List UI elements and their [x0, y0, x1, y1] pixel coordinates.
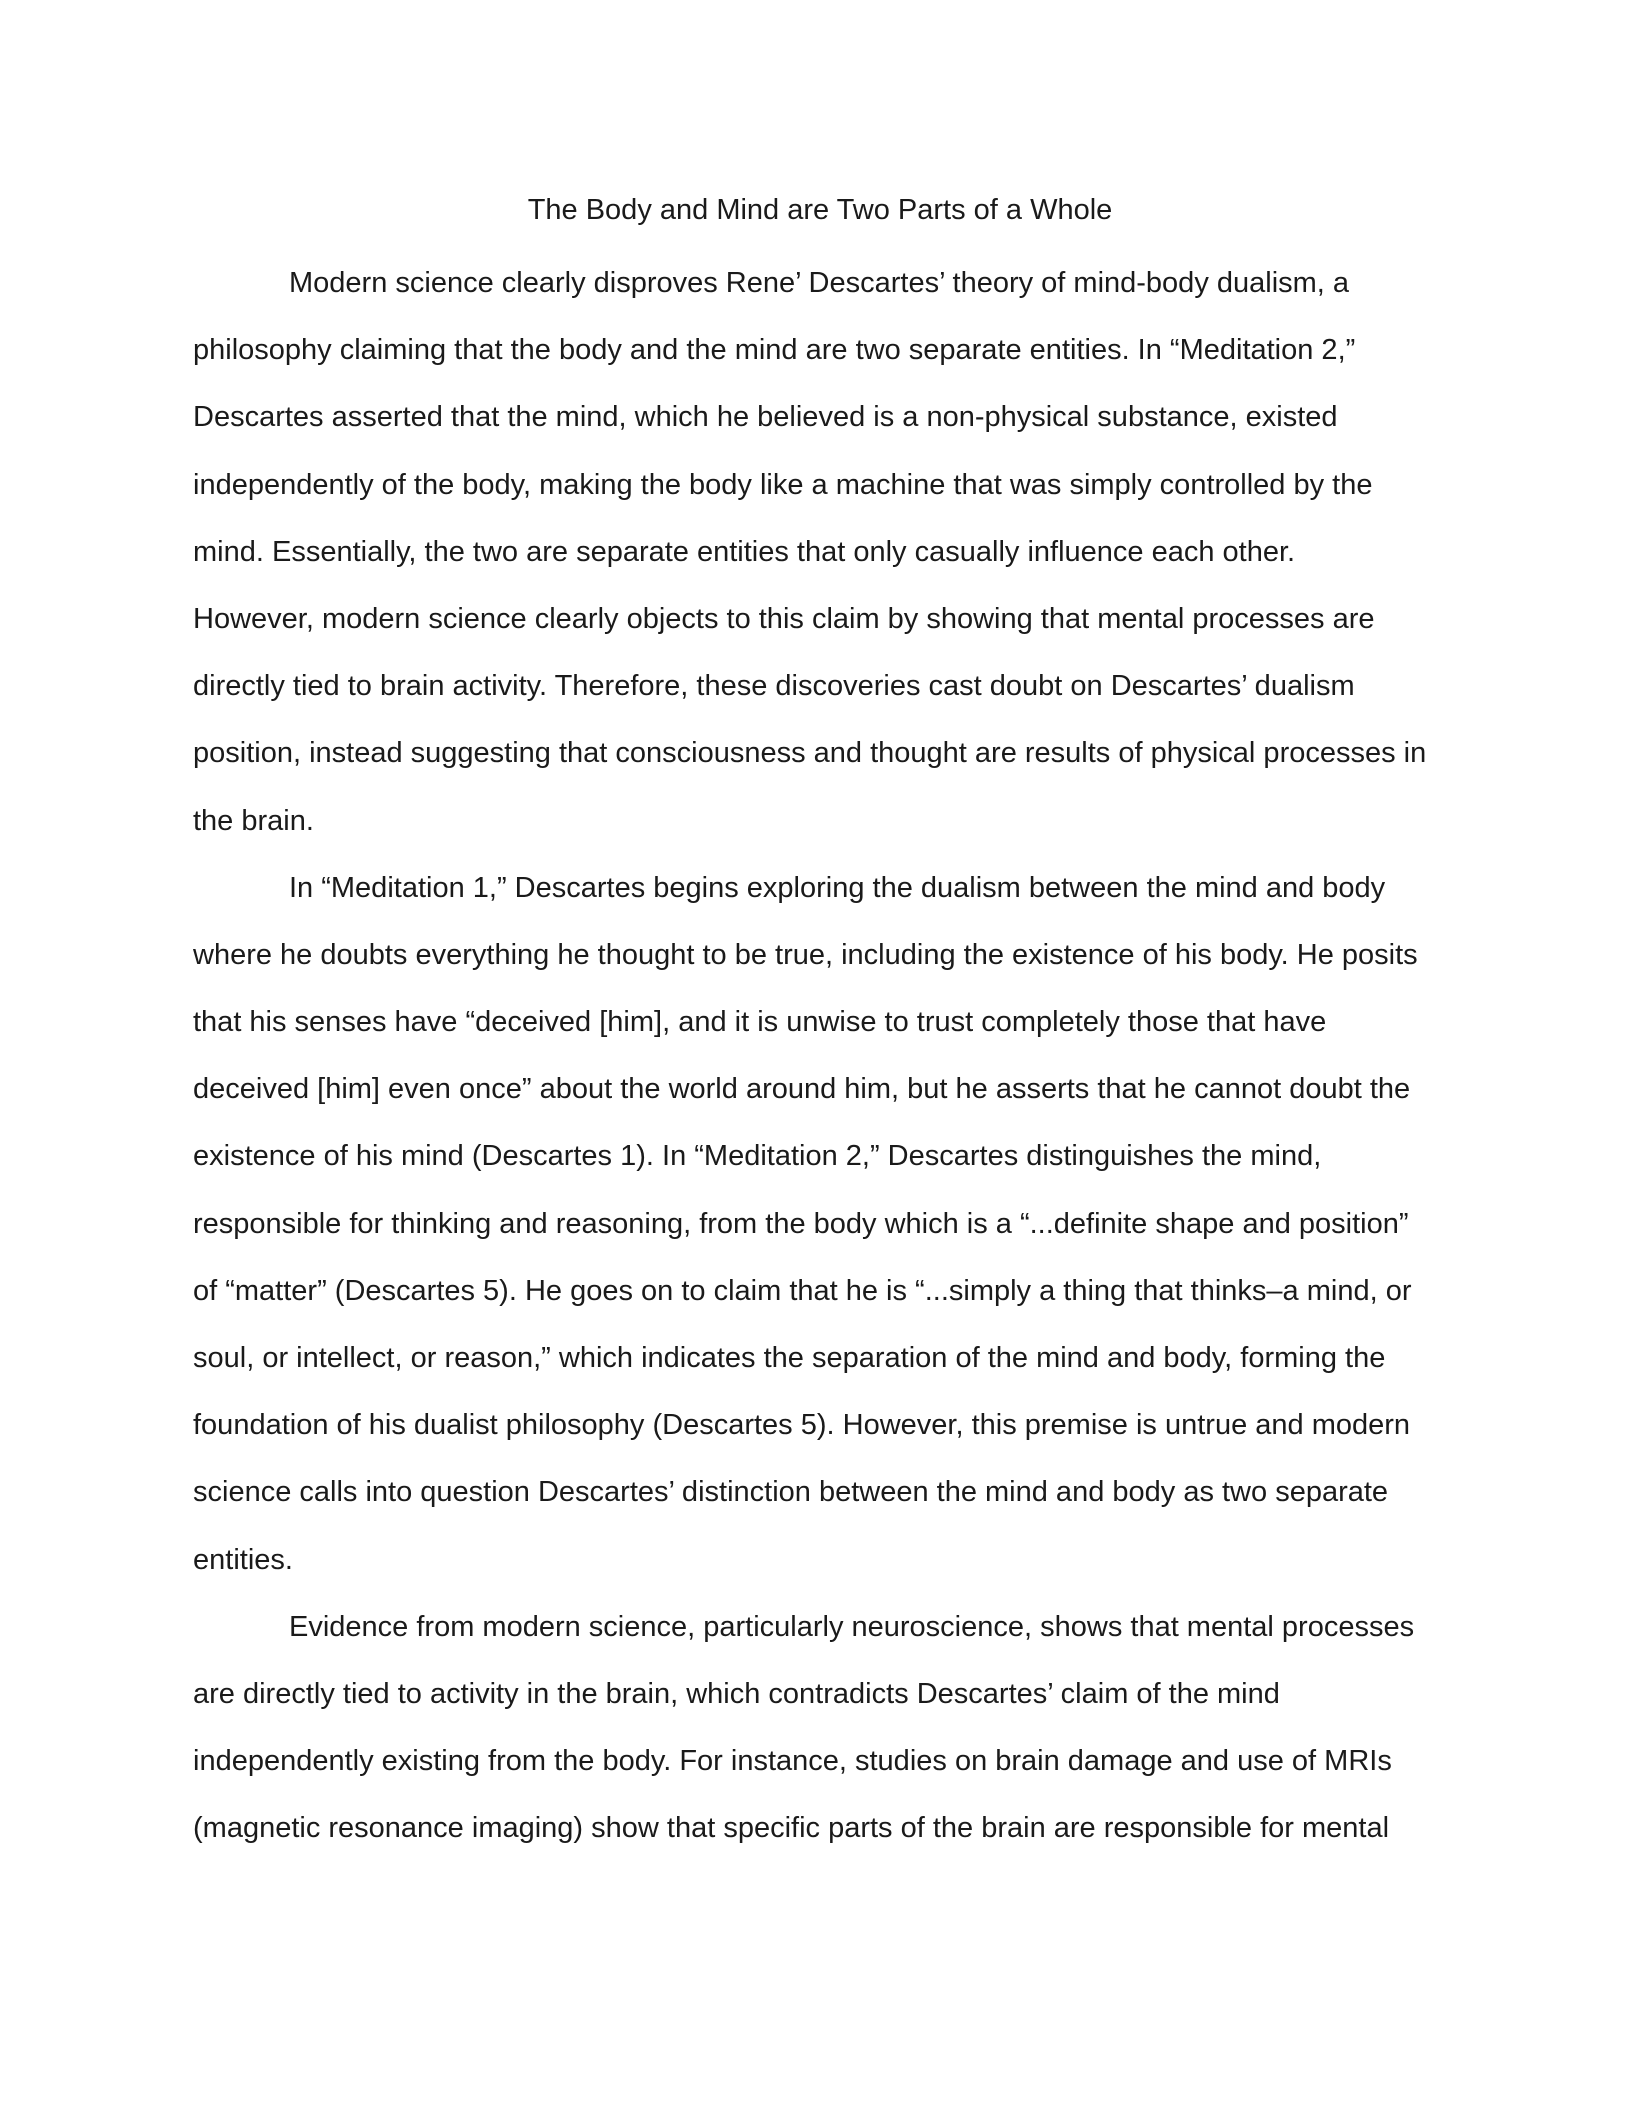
text-line: that his senses have “deceived [him], and it is unwise to trust completely those that have	[193, 1006, 1327, 1039]
text-line: philosophy claiming that the body and the mind are two separate entities. In “Meditation 2,”	[193, 334, 1356, 367]
text-line: Modern science clearly disproves Rene’ Descartes’ theory of mind-body dualism, a	[289, 267, 1350, 299]
text-line: Evidence from modern science, particularly neuroscience, shows that mental processes	[289, 1610, 1415, 1643]
text-line: However, modern science clearly objects to this claim by showing that mental processes are	[193, 602, 1375, 635]
text-line: the brain.	[193, 804, 314, 837]
text-line: deceived [him] even once” about the world around him, but he asserts that he cannot doubt the	[193, 1073, 1411, 1106]
text-line: mind. Essentially, the two are separate entities that only casually influence each other.	[193, 535, 1296, 568]
text-line: independently existing from the body. For instance, studies on brain damage and use of MRIs	[193, 1745, 1392, 1778]
text-line: independently of the body, making the body like a machine that was simply controlled by the	[193, 468, 1373, 501]
text-line: soul, or intellect, or reason,” which indicates the separation of the mind and body, forming the	[193, 1342, 1386, 1374]
text-line: (magnetic resonance imaging) show that specific parts of the brain are responsible for mental	[193, 1812, 1390, 1845]
text-line: responsible for thinking and reasoning, from the body which is a “...definite shape and position”	[193, 1207, 1409, 1240]
document-body	[193, 260, 1453, 1873]
text-line: foundation of his dualist philosophy (Descartes 5). However, this premise is untrue and modern	[193, 1409, 1411, 1442]
text-line: existence of his mind (Descartes 1). In “Meditation 2,” Descartes distinguishes the mind,	[193, 1140, 1322, 1173]
text-line: science calls into question Descartes’ distinction between the mind and body as two separate	[193, 1476, 1389, 1509]
text-line: of “matter” (Descartes 5). He goes on to claim that he is “...simply a thing that thinks–a mind, or	[193, 1274, 1412, 1307]
text-line: are directly tied to activity in the brain, which contradicts Descartes’ claim of the mind	[193, 1677, 1280, 1710]
text-line: In “Meditation 1,” Descartes begins exploring the dualism between the mind and body	[289, 871, 1386, 904]
text-line: position, instead suggesting that consciousness and thought are results of physical processes in	[193, 737, 1427, 770]
text-line: Descartes asserted that the mind, which he believed is a non-physical substance, existed	[193, 401, 1338, 434]
text-line: entities.	[193, 1543, 293, 1576]
document-title: The Body and Mind are Two Parts of a Whole	[527, 194, 1113, 226]
text-line: directly tied to brain activity. Therefore, these discoveries cast doubt on Descartes’ dualism	[193, 670, 1355, 703]
text-line: where he doubts everything he thought to be true, including the existence of his body. He posits	[193, 938, 1418, 971]
